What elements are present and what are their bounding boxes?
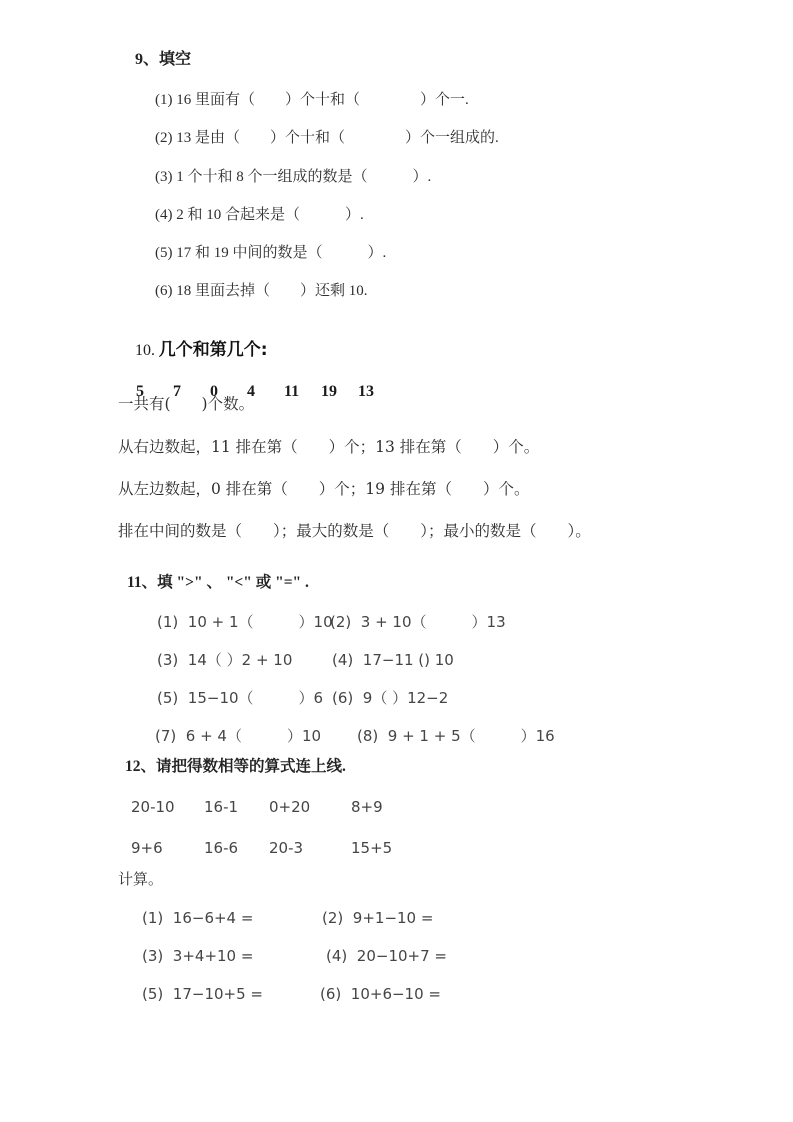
calc-item-5: (5) 17−10+5 = (142, 985, 263, 1003)
section9-item-6: (6) 18 里面去掉（ ）还剩 10. (155, 283, 368, 299)
compare-item-2: (2) 3 + 10（ ）13 (330, 613, 506, 631)
sequence-number: 11 (284, 383, 300, 400)
match-expression: 16-6 (204, 839, 239, 857)
sequence-number: 4 (247, 383, 255, 400)
sequence-number: 0 (210, 383, 218, 400)
section9-item-2: (2) 13 是由（ ）个十和（ ）个一组成的. (155, 130, 499, 146)
section11-heading: 11、填 ">" 、 "<" 或 "=" . (127, 574, 309, 591)
section10-line-total: 一共有( )个数。 (118, 395, 255, 413)
section10-heading-number: 10. (135, 342, 155, 359)
sequence-number: 7 (173, 383, 181, 400)
match-expression: 20-3 (269, 839, 304, 857)
compare-item-4: (4) 17−11 () 10 (332, 651, 454, 669)
section9-heading: 9、填空 (135, 51, 192, 68)
calc-heading: 计算。 (118, 872, 164, 888)
section12-heading: 12、请把得数相等的算式连上线. (125, 758, 346, 775)
section9-item-3: (3) 1 个十和 8 个一组成的数是（ ）. (155, 169, 432, 185)
section9-item-4: (4) 2 和 10 合起来是（ ）. (155, 207, 364, 223)
compare-item-8: (8) 9 + 1 + 5（ ）16 (357, 727, 555, 745)
match-expression: 16-1 (204, 798, 239, 816)
compare-item-1: (1) 10 + 1（ ）10 (157, 613, 333, 631)
calc-item-6: (6) 10+6−10 = (320, 985, 441, 1003)
compare-item-6: (6) 9（ ）12−2 (332, 689, 449, 707)
calc-item-3: (3) 3+4+10 = (142, 947, 254, 965)
section10-line-from-left: 从左边数起，0 排在第（ ）个；19 排在第（ ）个。 (118, 480, 530, 498)
match-expression: 15+5 (351, 839, 393, 857)
calc-item-2: (2) 9+1−10 = (322, 909, 434, 927)
match-expression: 9+6 (131, 839, 163, 857)
calc-item-4: (4) 20−10+7 = (326, 947, 447, 965)
section10-line-from-right: 从右边数起，11 排在第（ ）个；13 排在第（ ）个。 (118, 438, 540, 456)
match-expression: 8+9 (351, 798, 383, 816)
sequence-number: 5 (136, 383, 144, 400)
sequence-number: 19 (321, 383, 337, 400)
match-expression: 20-10 (131, 798, 175, 816)
section9-item-1: (1) 16 里面有（ ）个十和（ ）个一. (155, 92, 469, 108)
match-expression: 0+20 (269, 798, 311, 816)
section9-item-5: (5) 17 和 19 中间的数是（ ）. (155, 245, 387, 261)
compare-item-7: (7) 6 + 4（ ）10 (155, 727, 322, 745)
compare-item-5: (5) 15−10（ ）6 (157, 689, 324, 707)
sequence-number: 13 (358, 383, 374, 400)
section10-heading-title: 几个和第几个: (158, 340, 268, 360)
calc-item-1: (1) 16−6+4 = (142, 909, 254, 927)
section10-line-middle-max-min: 排在中间的数是（ ）；最大的数是（ ）；最小的数是（ ）。 (118, 522, 591, 540)
compare-item-3: (3) 14（ ）2 + 10 (157, 651, 293, 669)
